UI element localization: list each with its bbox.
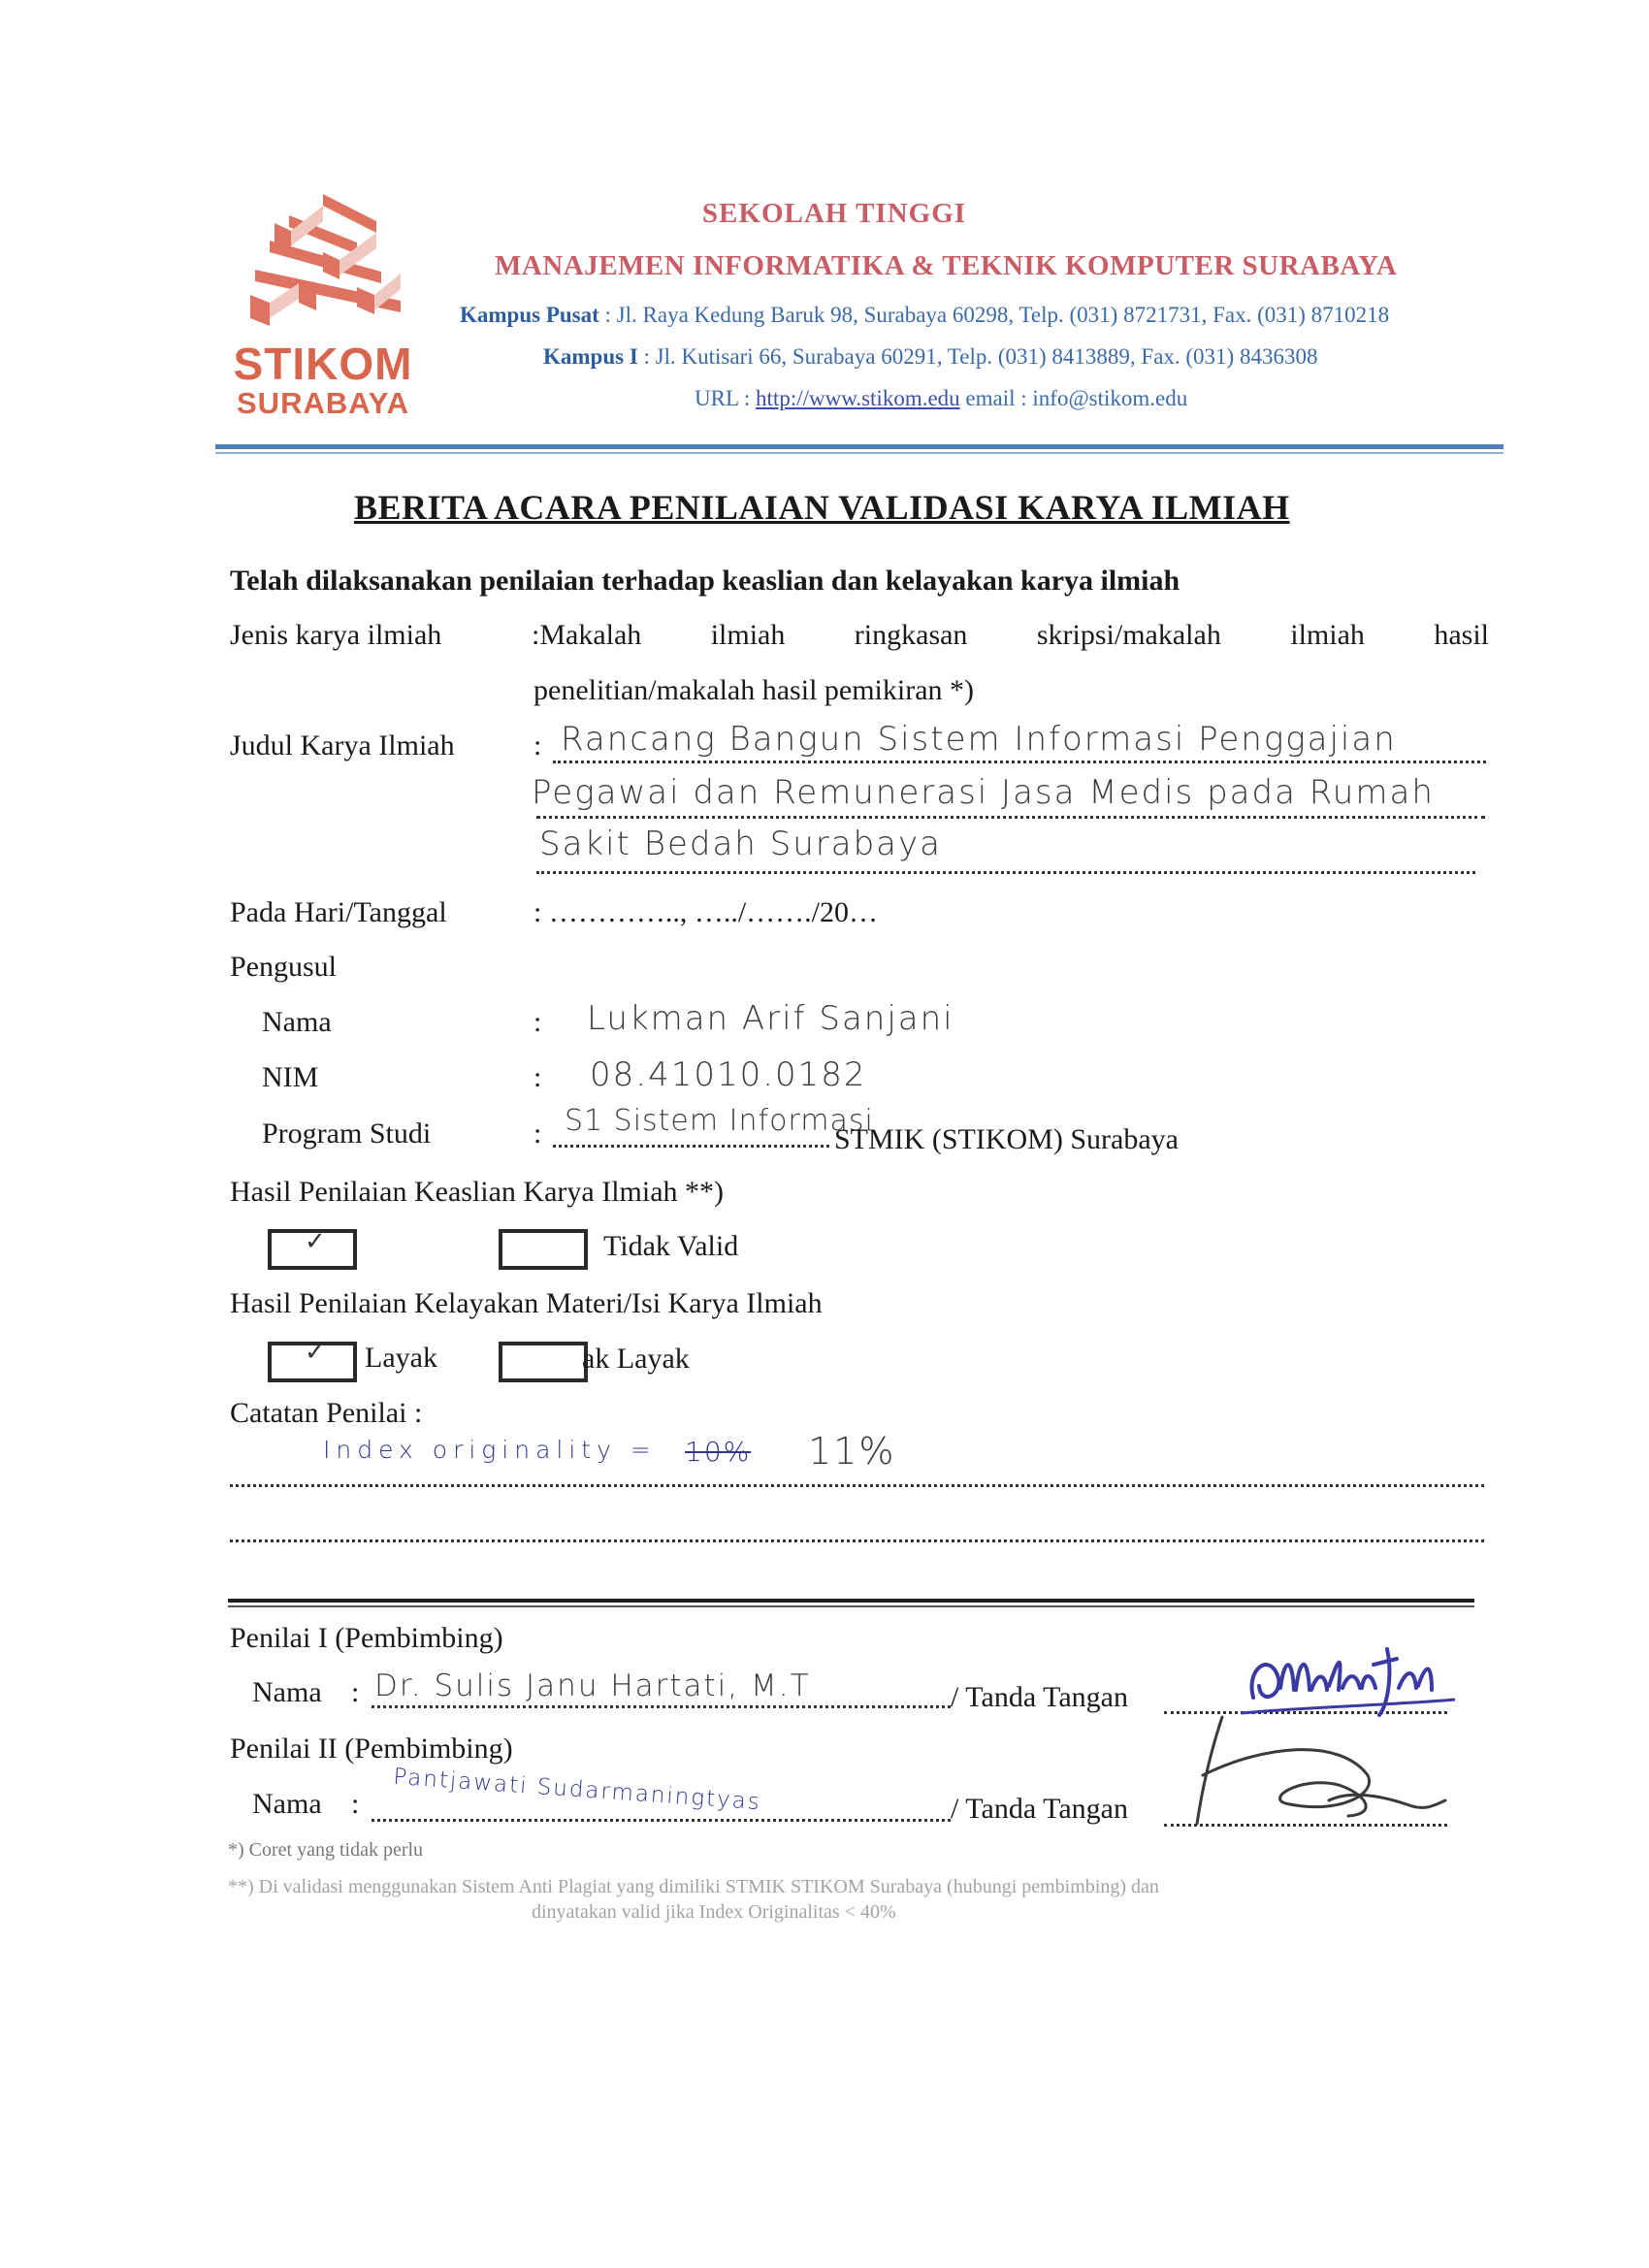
prodi-suffix: STMIK (STIKOM) Surabaya <box>834 1123 1179 1155</box>
tidak-layak-label: ak Layak <box>582 1343 690 1375</box>
logo-text-surabaya: SURABAYA <box>237 386 409 420</box>
penilai2-nama-handwritten: Pantjawati Sudarmaningtyas <box>392 1764 762 1816</box>
logo-text-stikom: STIKOM <box>233 339 413 389</box>
checkmark-icon: ✓ <box>305 1227 326 1256</box>
prodi-label: Program Studi <box>262 1118 432 1150</box>
tidak-layak-checkbox[interactable] <box>499 1342 588 1382</box>
campus-main-text: : Jl. Raya Kedung Baruk 98, Surabaya 60298, Telp. (031) 8721731, Fax. (031) 8710218 <box>598 303 1390 327</box>
jenis-word: ilmiah <box>710 619 786 651</box>
jenis-value-line1 <box>532 619 1489 652</box>
penilai1-label: Penilai I (Pembimbing) <box>230 1622 503 1654</box>
section-divider-thin <box>228 1605 1474 1607</box>
judul-dotted-line-1 <box>553 761 1486 763</box>
nim-colon: : <box>534 1061 542 1093</box>
judul-dotted-line-3 <box>536 871 1475 874</box>
penilai1-nama-handwritten: Dr. Sulis Janu Hartati, M.T <box>374 1669 811 1703</box>
catatan-dotted-line-1 <box>230 1484 1484 1487</box>
catatan-value: 11% <box>808 1430 896 1473</box>
penilai2-label: Penilai II (Pembimbing) <box>230 1733 513 1765</box>
logo-emblem-icon <box>231 194 415 340</box>
section-divider <box>228 1599 1474 1603</box>
prodi-dotted-line <box>553 1145 829 1148</box>
school-name-line2: MANAJEMEN INFORMATIKA & TEKNIK KOMPUTER SURABAYA <box>495 250 1398 281</box>
campus-1-address <box>543 344 1317 370</box>
catatan-struck-value: 10% <box>685 1436 752 1468</box>
tidak-valid-label: Tidak Valid <box>603 1230 739 1262</box>
judul-colon: : <box>534 729 542 761</box>
catatan-label: Catatan Penilai : <box>230 1397 423 1429</box>
penilai2-colon: : <box>351 1788 360 1820</box>
campus-main-label: Kampus Pusat <box>460 303 599 327</box>
nim-handwritten: 08.41010.0182 <box>590 1055 867 1094</box>
footnote-validasi: **) Di validasi menggunakan Sistem Anti Plagiat yang dimiliki STMIK STIKOM Surabaya (hubungi pembimbing) dan <box>228 1876 1159 1897</box>
prodi-colon: : <box>534 1118 542 1150</box>
campus-1-text: : Jl. Kutisari 66, Surabaya 60291, Telp. (031) 8413889, Fax. (031) 8436308 <box>637 344 1318 369</box>
school-name-line1: SEKOLAH TINGGI <box>701 198 967 229</box>
penilai1-nama-dotted <box>372 1705 951 1708</box>
judul-label: Judul Karya Ilmiah <box>230 729 455 761</box>
footnote-coret: *) Coret yang tidak perlu <box>228 1839 424 1861</box>
layak-label: Layak <box>365 1342 437 1374</box>
penilai2-tanda-tangan-label: / Tanda Tangan <box>951 1793 1128 1825</box>
footnote-validasi-2: dinyatakan valid jika Index Originalitas < 40% <box>532 1901 896 1923</box>
judul-handwritten-2: Pegawai dan Remunerasi Jasa Medis pada Rumah <box>532 773 1435 812</box>
nim-label: NIM <box>262 1061 319 1093</box>
pengusul-label: Pengusul <box>230 951 338 983</box>
catatan-dotted-line-2 <box>230 1539 1484 1542</box>
prodi-handwritten: S1 Sistem Informasi <box>565 1104 874 1138</box>
jenis-value-line2: penelitian/makalah hasil pemikiran *) <box>534 674 975 706</box>
penilai2-nama-label: Nama <box>252 1788 322 1820</box>
header-divider-thin <box>215 452 1504 454</box>
judul-handwritten-1: Rancang Bangun Sistem Informasi Penggajian <box>561 720 1397 759</box>
penilai2-nama-dotted <box>372 1819 951 1822</box>
judul-handwritten-3: Sakit Bedah Surabaya <box>539 825 942 863</box>
url-label: URL : <box>695 386 757 410</box>
catatan-handwritten: Index originality = <box>323 1436 657 1464</box>
penilai1-nama-label: Nama <box>252 1676 322 1708</box>
valid-checkbox[interactable] <box>268 1229 357 1270</box>
campus-1-label: Kampus I <box>543 344 638 369</box>
keaslian-label: Hasil Penilaian Keaslian Karya Ilmiah **) <box>230 1176 725 1208</box>
document-title: BERITA ACARA PENILAIAN VALIDASI KARYA ILMIAH <box>354 488 1290 527</box>
checkmark-icon: ✓ <box>305 1338 326 1367</box>
penilai1-colon: : <box>351 1676 360 1708</box>
header-divider <box>215 444 1504 449</box>
jenis-label: Jenis karya ilmiah <box>230 619 442 651</box>
judul-dotted-line-2 <box>536 816 1485 819</box>
penilai2-signature-icon <box>1183 1707 1474 1833</box>
jenis-word: ringkasan <box>854 619 968 651</box>
nama-handwritten: Lukman Arif Sanjani <box>587 999 954 1038</box>
jenis-word: skripsi/makalah <box>1036 619 1221 651</box>
email-text: email : info@stikom.edu <box>959 386 1188 410</box>
tanggal-value: : ………….., …../……./20… <box>534 896 879 928</box>
nama-label: Nama <box>262 1006 332 1038</box>
jenis-word: :Makalah <box>532 619 642 651</box>
website-link[interactable]: http://www.stikom.edu <box>756 386 960 410</box>
contact-line <box>695 386 1187 411</box>
tidak-valid-checkbox[interactable] <box>499 1229 588 1270</box>
kelayakan-label: Hasil Penilaian Kelayakan Materi/Isi Karya Ilmiah <box>230 1287 823 1319</box>
tanggal-label: Pada Hari/Tanggal <box>230 896 447 928</box>
intro-statement: Telah dilaksanakan penilaian terhadap keaslian dan kelayakan karya ilmiah <box>230 565 1180 597</box>
nama-colon: : <box>534 1006 542 1038</box>
jenis-word: ilmiah <box>1290 619 1365 651</box>
stikom-logo <box>231 194 415 427</box>
layak-checkbox[interactable] <box>268 1338 357 1382</box>
penilai1-tanda-tangan-label: / Tanda Tangan <box>951 1681 1128 1713</box>
campus-main-address <box>460 303 1389 328</box>
jenis-word: hasil <box>1434 619 1489 651</box>
